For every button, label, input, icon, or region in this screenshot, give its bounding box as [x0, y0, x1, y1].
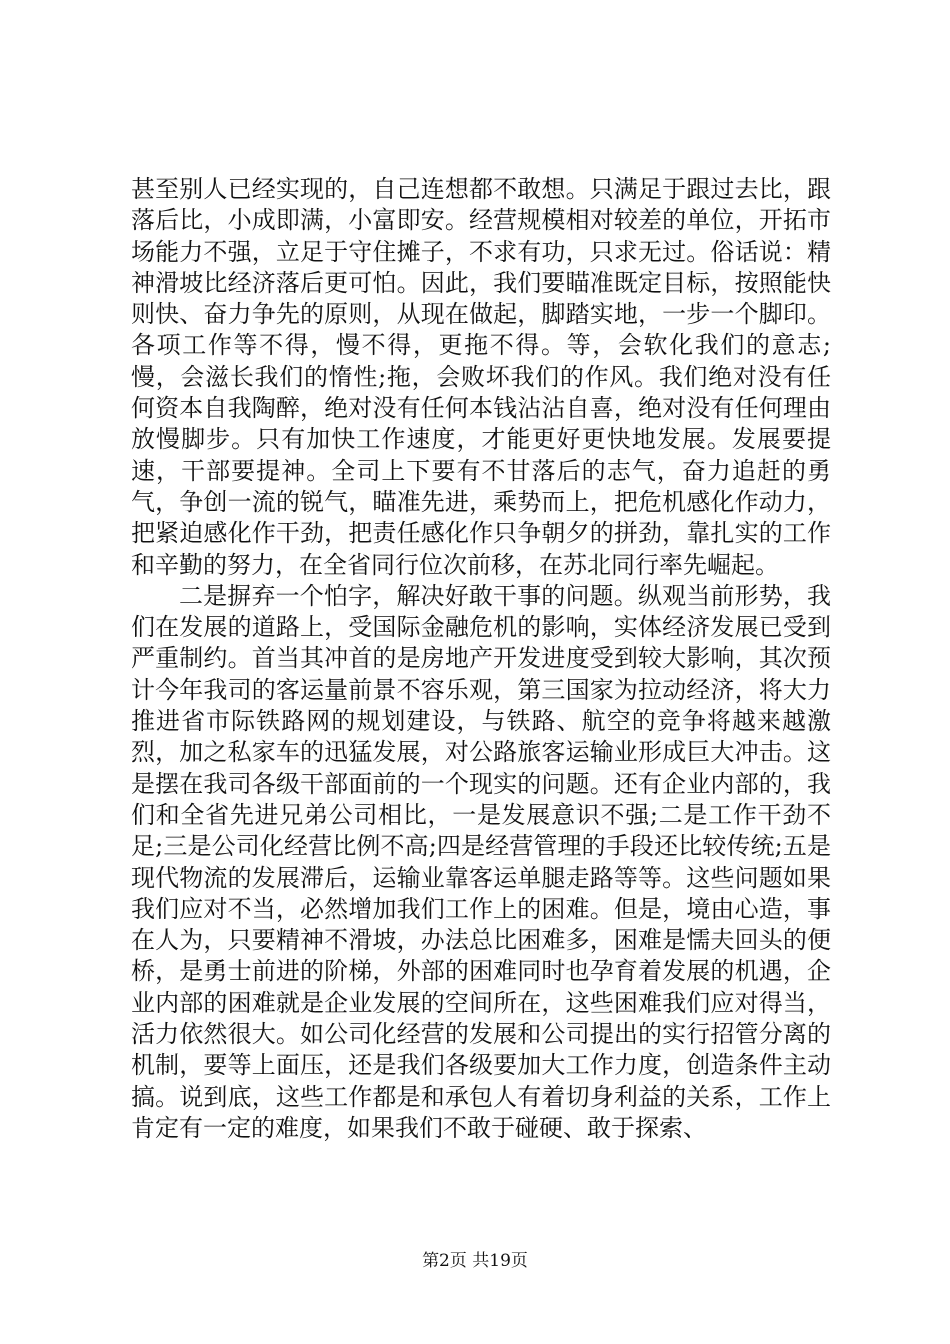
document-body — [131, 174, 831, 1144]
paragraph-2: 二是摒弃一个怕字，解决好敢干事的问题。纵观当前形势，我们在发展的道路上，受国际金融危机的影响，实体经济发展已受到严重制约。首当其冲首的是房地产开发进度受到较大影响，其次预计今年我司的客运量前景不容乐观，第三国家为拉动经济，将大力推进省市际铁路网的规划建设，与铁路、航空的竞争将越来越激烈，加之私家车的迅猛发展，对公路旅客运输业形成巨大冲击。这是摆在我司各级干部面前的一个现实的问题。还有企业内部的，我们和全省先进兄弟公司相比，一是发展意识不强;二是工作干劲不足;三是公司化经营比例不高;四是经营管理的手段还比较传统;五是现代物流的发展滞后，运输业靠客运单腿走路等等。这些问题如果我们应对不当，必然增加我们工作上的困难。但是，境由心造，事在人为，只要精神不滑坡，办法总比困难多，困难是懦夫回头的便桥，是勇士前进的阶梯，外部的困难同时也孕育着发展的机遇，企业内部的困难就是企业发展的空间所在，这些困难我们应对得当，活力依然很大。如公司化经营的发展和公司提出的实行招管分离的机制，要等上面压，还是我们各级要加大工作力度，创造条件主动搞。说到底，这些工作都是和承包人有着切身利益的关系，工作上肯定有一定的难度，如果我们不敢于碰硬、敢于探索、 — [131, 581, 831, 1142]
paragraph-1: 甚至别人已经实现的，自己连想都不敢想。只满足于跟过去比，跟落后比，小成即满，小富即安。经营规模相对较差的单位，开拓市场能力不强，立足于守住摊子，不求有功，只求无过。俗话说：精神滑坡比经济落后更可怕。因此，我们要瞄准既定目标，按照能快则快、奋力争先的原则，从现在做起，脚踏实地，一步一个脚印。各项工作等不得，慢不得，更拖不得。等，会软化我们的意志;慢，会滋长我们的惰性;拖，会败坏我们的作风。我们绝对没有任何资本自我陶醉，绝对没有任何本钱沾沾自喜，绝对没有任何理由放慢脚步。只有加快工作速度，才能更好更快地发展。发展要提速，干部要提神。全司上下要有不甘落后的志气，奋力追赶的勇气，争创一流的锐气，瞄准先进，乘势而上，把危机感化作动力，把紧迫感化作干劲，把责任感化作只争朝夕的拼劲，靠扎实的工作和辛勤的努力，在全省同行位次前移，在苏北同行率先崛起。 — [131, 175, 831, 579]
page-number-footer: 第2页 共19页 — [422, 1251, 528, 1271]
